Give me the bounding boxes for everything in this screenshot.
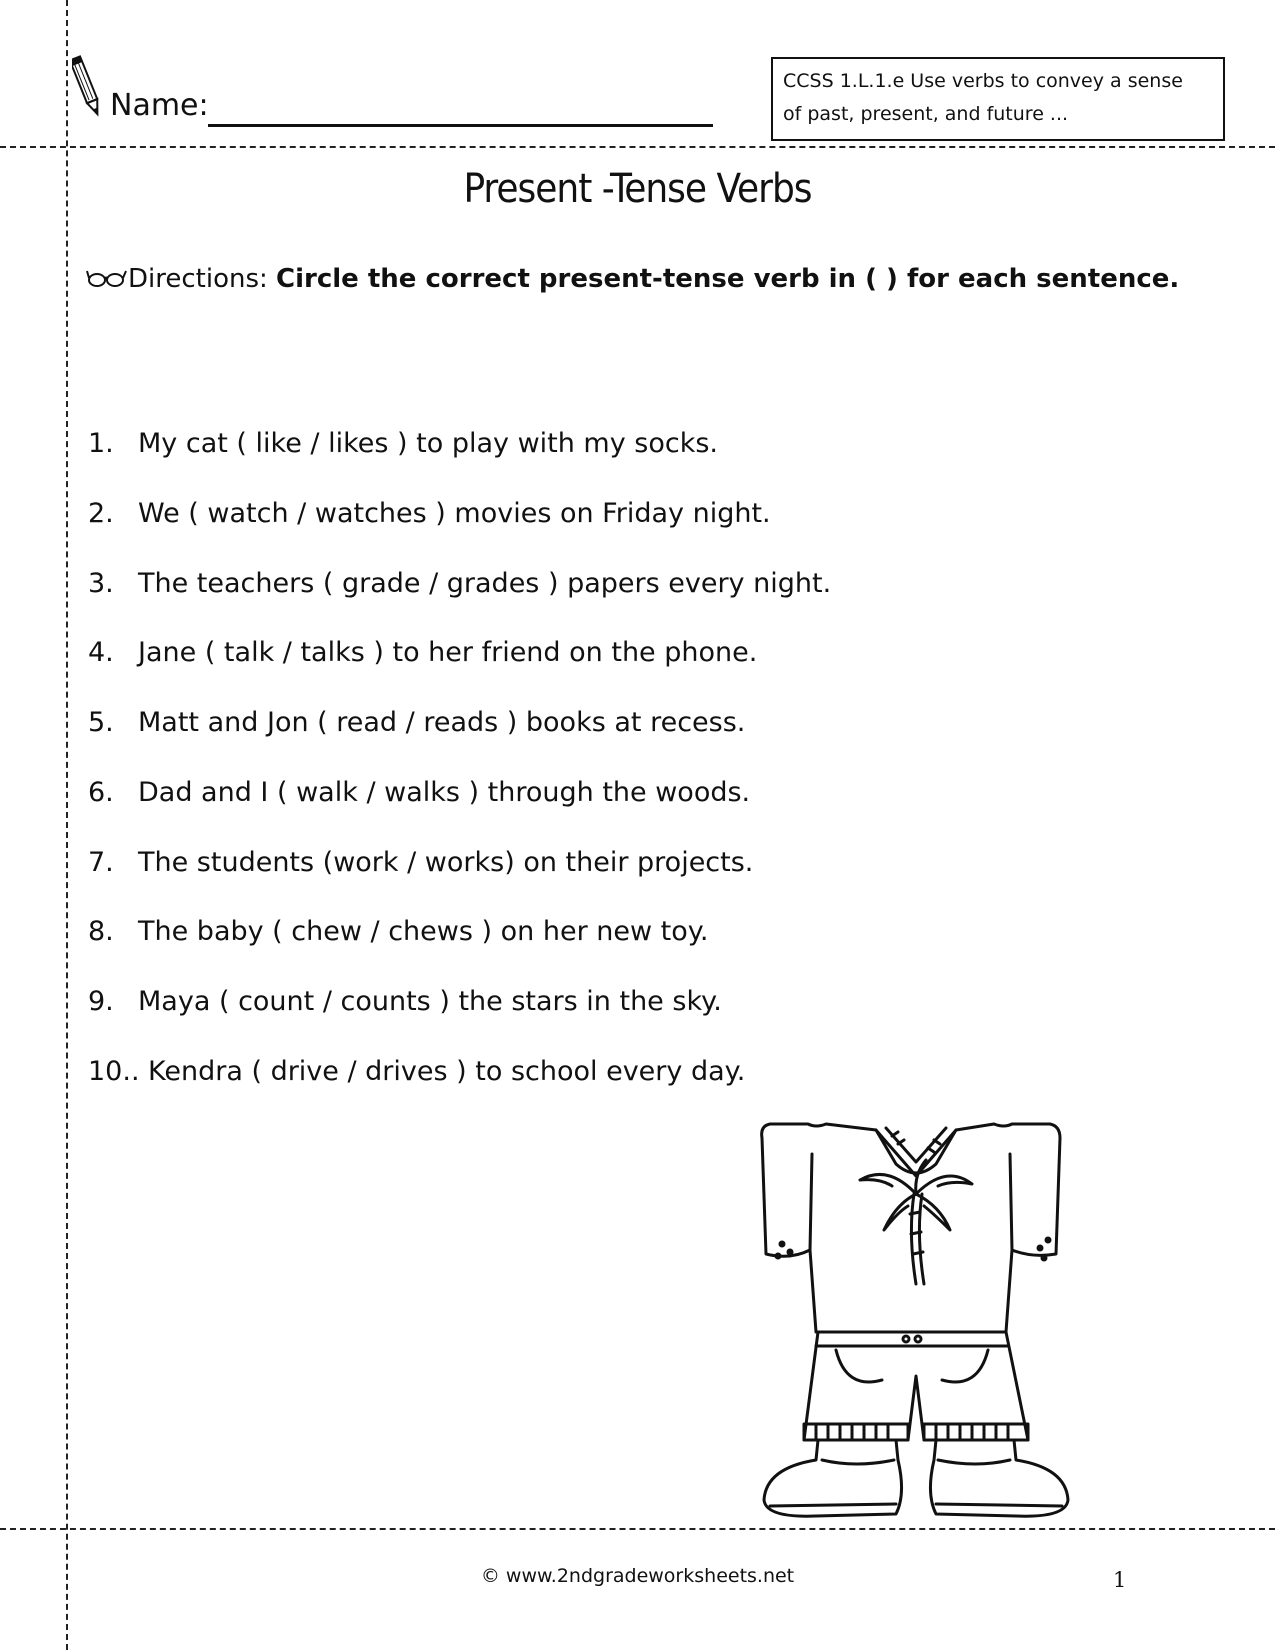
clothes-illustration [756, 1114, 1096, 1524]
question-text[interactable]: Jane ( talk / talks ) to her friend on the phone. [138, 637, 758, 668]
question-text[interactable]: Dad and I ( walk / walks ) through the woods. [138, 777, 751, 808]
question-number: 1. [88, 428, 114, 459]
question-item [88, 428, 718, 459]
question-text[interactable]: Matt and Jon ( read / reads ) books at recess. [138, 707, 746, 738]
question-number: 2. [88, 498, 114, 529]
question-item [88, 847, 753, 878]
question-number: 9. [88, 986, 114, 1017]
divider-bottom [0, 1528, 1275, 1530]
question-item [88, 707, 745, 738]
question-number: 10.. [88, 1056, 140, 1087]
question-number: 5. [88, 707, 114, 738]
page-number: 1 [1113, 1568, 1127, 1592]
question-text[interactable]: We ( watch / watches ) movies on Friday night. [138, 498, 771, 529]
question-text[interactable]: Kendra ( drive / drives ) to school every day. [148, 1056, 746, 1087]
question-number: 8. [88, 916, 114, 947]
question-number: 4. [88, 637, 114, 668]
directions-label: Directions: [128, 264, 268, 294]
question-number: 3. [88, 568, 114, 599]
question-item [88, 498, 771, 529]
question-text[interactable]: Maya ( count / counts ) the stars in the sky. [138, 986, 722, 1017]
standard-line-1: CCSS 1.L.1.e Use verbs to convey a sense [783, 70, 1183, 92]
question-text[interactable]: My cat ( like / likes ) to play with my socks. [138, 428, 719, 459]
question-item [88, 568, 831, 599]
directions-text: Circle the correct present-tense verb in ( ) for each sentence. [276, 264, 1180, 294]
directions [86, 252, 1206, 306]
glasses-icon [86, 267, 128, 289]
pencil-icon [72, 52, 102, 122]
question-number: 6. [88, 777, 114, 808]
question-text[interactable]: The students (work / works) on their projects. [138, 847, 754, 878]
question-item [88, 916, 708, 947]
divider-top [0, 146, 1275, 148]
name-field[interactable] [208, 124, 713, 127]
standard-line-2: of past, present, and future ... [783, 103, 1069, 125]
question-item [88, 986, 722, 1017]
question-number: 7. [88, 847, 114, 878]
page-title: Present -Tense Verbs [463, 166, 812, 212]
question-text[interactable]: The baby ( chew / chews ) on her new toy. [138, 916, 709, 947]
question-item [88, 1056, 745, 1087]
question-item [88, 637, 757, 668]
standard-box [771, 57, 1225, 141]
name-label: Name: [110, 88, 209, 123]
margin-line-vertical [66, 0, 68, 1650]
footer-copyright: © www.2ndgradeworksheets.net [480, 1565, 795, 1587]
question-text[interactable]: The teachers ( grade / grades ) papers every night. [138, 568, 832, 599]
question-item [88, 777, 750, 808]
